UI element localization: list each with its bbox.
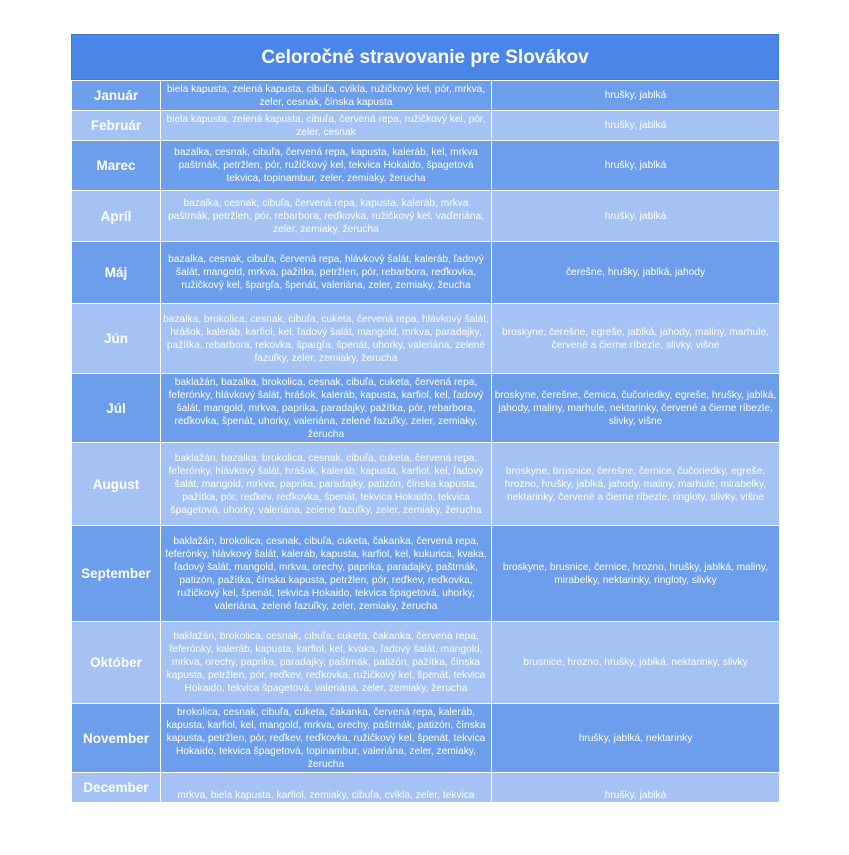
table-row: [72, 304, 780, 374]
month-cell: Január: [72, 81, 161, 111]
vegetables-cell: baklažán, brokolica, cesnak, cibuľa, cuketa, čakanka, červená repa, feferónky, kaleráb, kapusta, karfiol, kel, kvaka, ľadový šalát, mangold, mrkva, orechy, paprika, paradajky, paštrnák, patizón, pažítka, čínska kapusta, petržlen, pór, reďkev, reďkovka, ružičkový kel, špenát, tekvica Hokaido, tekvica špagetová, valeriána, zeler, zemiaky, žerucha: [161, 622, 492, 704]
table-row: [72, 773, 780, 803]
month-cell: Február: [72, 111, 161, 141]
fruits-cell: hrušky, jablká, nektarinky: [492, 704, 780, 773]
vegetables-cell: mrkva, biela kapusta, karfiol, zemiaky, cibuľa, cvikla, zeler, tekvica: [161, 773, 492, 803]
vegetables-cell: bazalka, brokolica, cesnak, cibuľa, cuketa, červená repa, hlávkový šalát, hrášok, kaleráb, karfiol, kel, ľadový šalát, mangold, mrkva, paradajky, pažítka, rebarbora, rekovka, špargľa, špenát, uhorky, valeriána, zelené fazuľky, zeler, zemiaky, žerucha: [161, 304, 492, 374]
fruits-cell: hrušky, jablká: [492, 773, 780, 803]
seasonal-food-table: [71, 80, 780, 803]
table-title: Celoročné stravovanie pre Slovákov: [71, 34, 779, 80]
table-row: [72, 374, 780, 443]
table-row: [72, 443, 780, 526]
seasonal-food-table-container: [71, 34, 779, 803]
vegetables-cell: baklažán, bazalka, brokolica, cesnak, cibuľa, cuketa, červená repa, feferónky, hlávkový šalát, hrášok, kaleráb, kapusta, karfiol, kel, ľadový šalát, mangold, mrkva, paprika, paradajky, patizón, čínska kapusta, pažítka, pór, reďkev, reďkovka, špenát, tekvica Hokaido, tekvica špagetová, uhorky, valeriána, zelené fazuľky, zeler, zemiaky, žerucha: [161, 443, 492, 526]
fruits-cell: hrušky, jablká: [492, 81, 780, 111]
vegetables-cell: brokolica, cesnak, cibuľa, cuketa, čakanka, červená repa, kaleráb, kapusta, karfiol, kel, mangold, mrkva, orechy, paštrnák, patizón, čínska kapusta, petržlen, pór, reďkev, reďkovka, ružičkový kel, špenát, tekvica Hokaido, tekvica špagetová, topinambur, valeriána, zeler, zemiaky, žerucha: [161, 704, 492, 773]
month-cell: Máj: [72, 242, 161, 304]
table-row: [72, 81, 780, 111]
fruits-cell: hrušky, jablká: [492, 111, 780, 141]
fruits-cell: hrušky, jablká: [492, 141, 780, 191]
fruits-cell: broskyne, čerešne, čemica, čučoriedky, egreše, hrušky, jablká, jahody, maliny, marhule, nektarinky, červené a čierne ríbezle, slivky, višne: [492, 374, 780, 443]
table-row: [72, 242, 780, 304]
month-cell: Apríl: [72, 191, 161, 242]
fruits-cell: broskyne, brusnice, čerešne, černice, čučoriedky, egreše, hrozno, hrušky, jablká, jahody, maliny, marhule, mirabelky, nektarinky, červené a čierne ríbezle, ringloty, slivky, višne: [492, 443, 780, 526]
vegetables-cell: baklažán, bazalka, brokolica, cesnak, cibuľa, cuketa, červená repa, feferónky, hlávkový šalát, hrášok, kaleráb, kapusta, karfiol, kel, ľadový šalát, mangold, mrkva, paprika, paradajky, pažítka, pór, rebarbora, reďkovka, špenát, uhorky, valeriána, zelené fazuľky, zeler, zemiaky, žerucha: [161, 374, 492, 443]
vegetables-cell: bazalka, cesnak, cibuľa, červená repa, hlávkový šalát, kaleráb, ľadový šalát, mangold, mrkva, pažítka, petržlen, pór, rebarbora, reďkovka, ružičkový kel, špargľa, špenát, valeriána, zeler, zemiaky, žeucha: [161, 242, 492, 304]
month-cell: Júl: [72, 374, 161, 443]
fruits-cell: hrušky, jablká: [492, 191, 780, 242]
fruits-cell: brusnice, hrozno, hrušky, jablká, nektarinky, slivky: [492, 622, 780, 704]
fruits-cell: čerešne, hrušky, jablká, jahody: [492, 242, 780, 304]
fruits-cell: broskyne, brusnice, černice, hrozno, hrušky, jablká, maliny, mirabelky, nektarinky, ringloty, slivky: [492, 526, 780, 622]
table-row: [72, 622, 780, 704]
month-cell: August: [72, 443, 161, 526]
vegetables-cell: bazalka, cesnak, cibuľa, červená repa, kapusta, kaleráb, kel, mrkva paštrnák, petržlen, pór, ružičkový kel, tekvica Hokaido, špagetová tekvica, topinambur, zeler, zemiaky, žerucha: [161, 141, 492, 191]
table-row: [72, 704, 780, 773]
table-row: [72, 141, 780, 191]
month-cell: Október: [72, 622, 161, 704]
vegetables-cell: baklažán, brokolica, cesnak, cibuľa, cuketa, čakanka, červená repa, feferónky, hlávkový šalát, kaleráb, kapusta, karfiol, kel, kukurica, kvaka, ľadový šalát, mangold, mrkva, orechy, paprika, paradajky, paštrnák, patizón, pažítka, čínska kapusta, petržlen, pór, reďkev, reďkovka, ružičkový kel, špenát, tekvica Hokaido, tekvica špagetová, uhorky, valeriána, zelené fazuľky, zeler, zemiaky, žerucha: [161, 526, 492, 622]
table-row: [72, 111, 780, 141]
table-row: [72, 526, 780, 622]
fruits-cell: broskyne, čerešne, egreše, jablká, jahody, maliny, marhule, červené a čierne ríbezle, slivky, višne: [492, 304, 780, 374]
vegetables-cell: biela kapusta, zelená kapusta, cibuľa, červená repa, ružičkový kel, pór, zeler, cesnak: [161, 111, 492, 141]
vegetables-cell: bazalka, cesnak, cibuľa, červená repa, kapusta, kaleráb, mrkva paštrnák, petržlen, pór, rebarbora, reďkovka, ružičkový kel, vaďeriána, zeler, zemiaky, žerucha: [161, 191, 492, 242]
month-cell: September: [72, 526, 161, 622]
vegetables-cell: biela kapusta, zelená kapusta, cibuľa, cvikla, ružičkový kel, pór, mrkva, zeler, cesnak, čínska kapusta: [161, 81, 492, 111]
month-cell: Jún: [72, 304, 161, 374]
month-cell: Marec: [72, 141, 161, 191]
table-row: [72, 191, 780, 242]
month-cell: December: [72, 773, 161, 803]
month-cell: November: [72, 704, 161, 773]
